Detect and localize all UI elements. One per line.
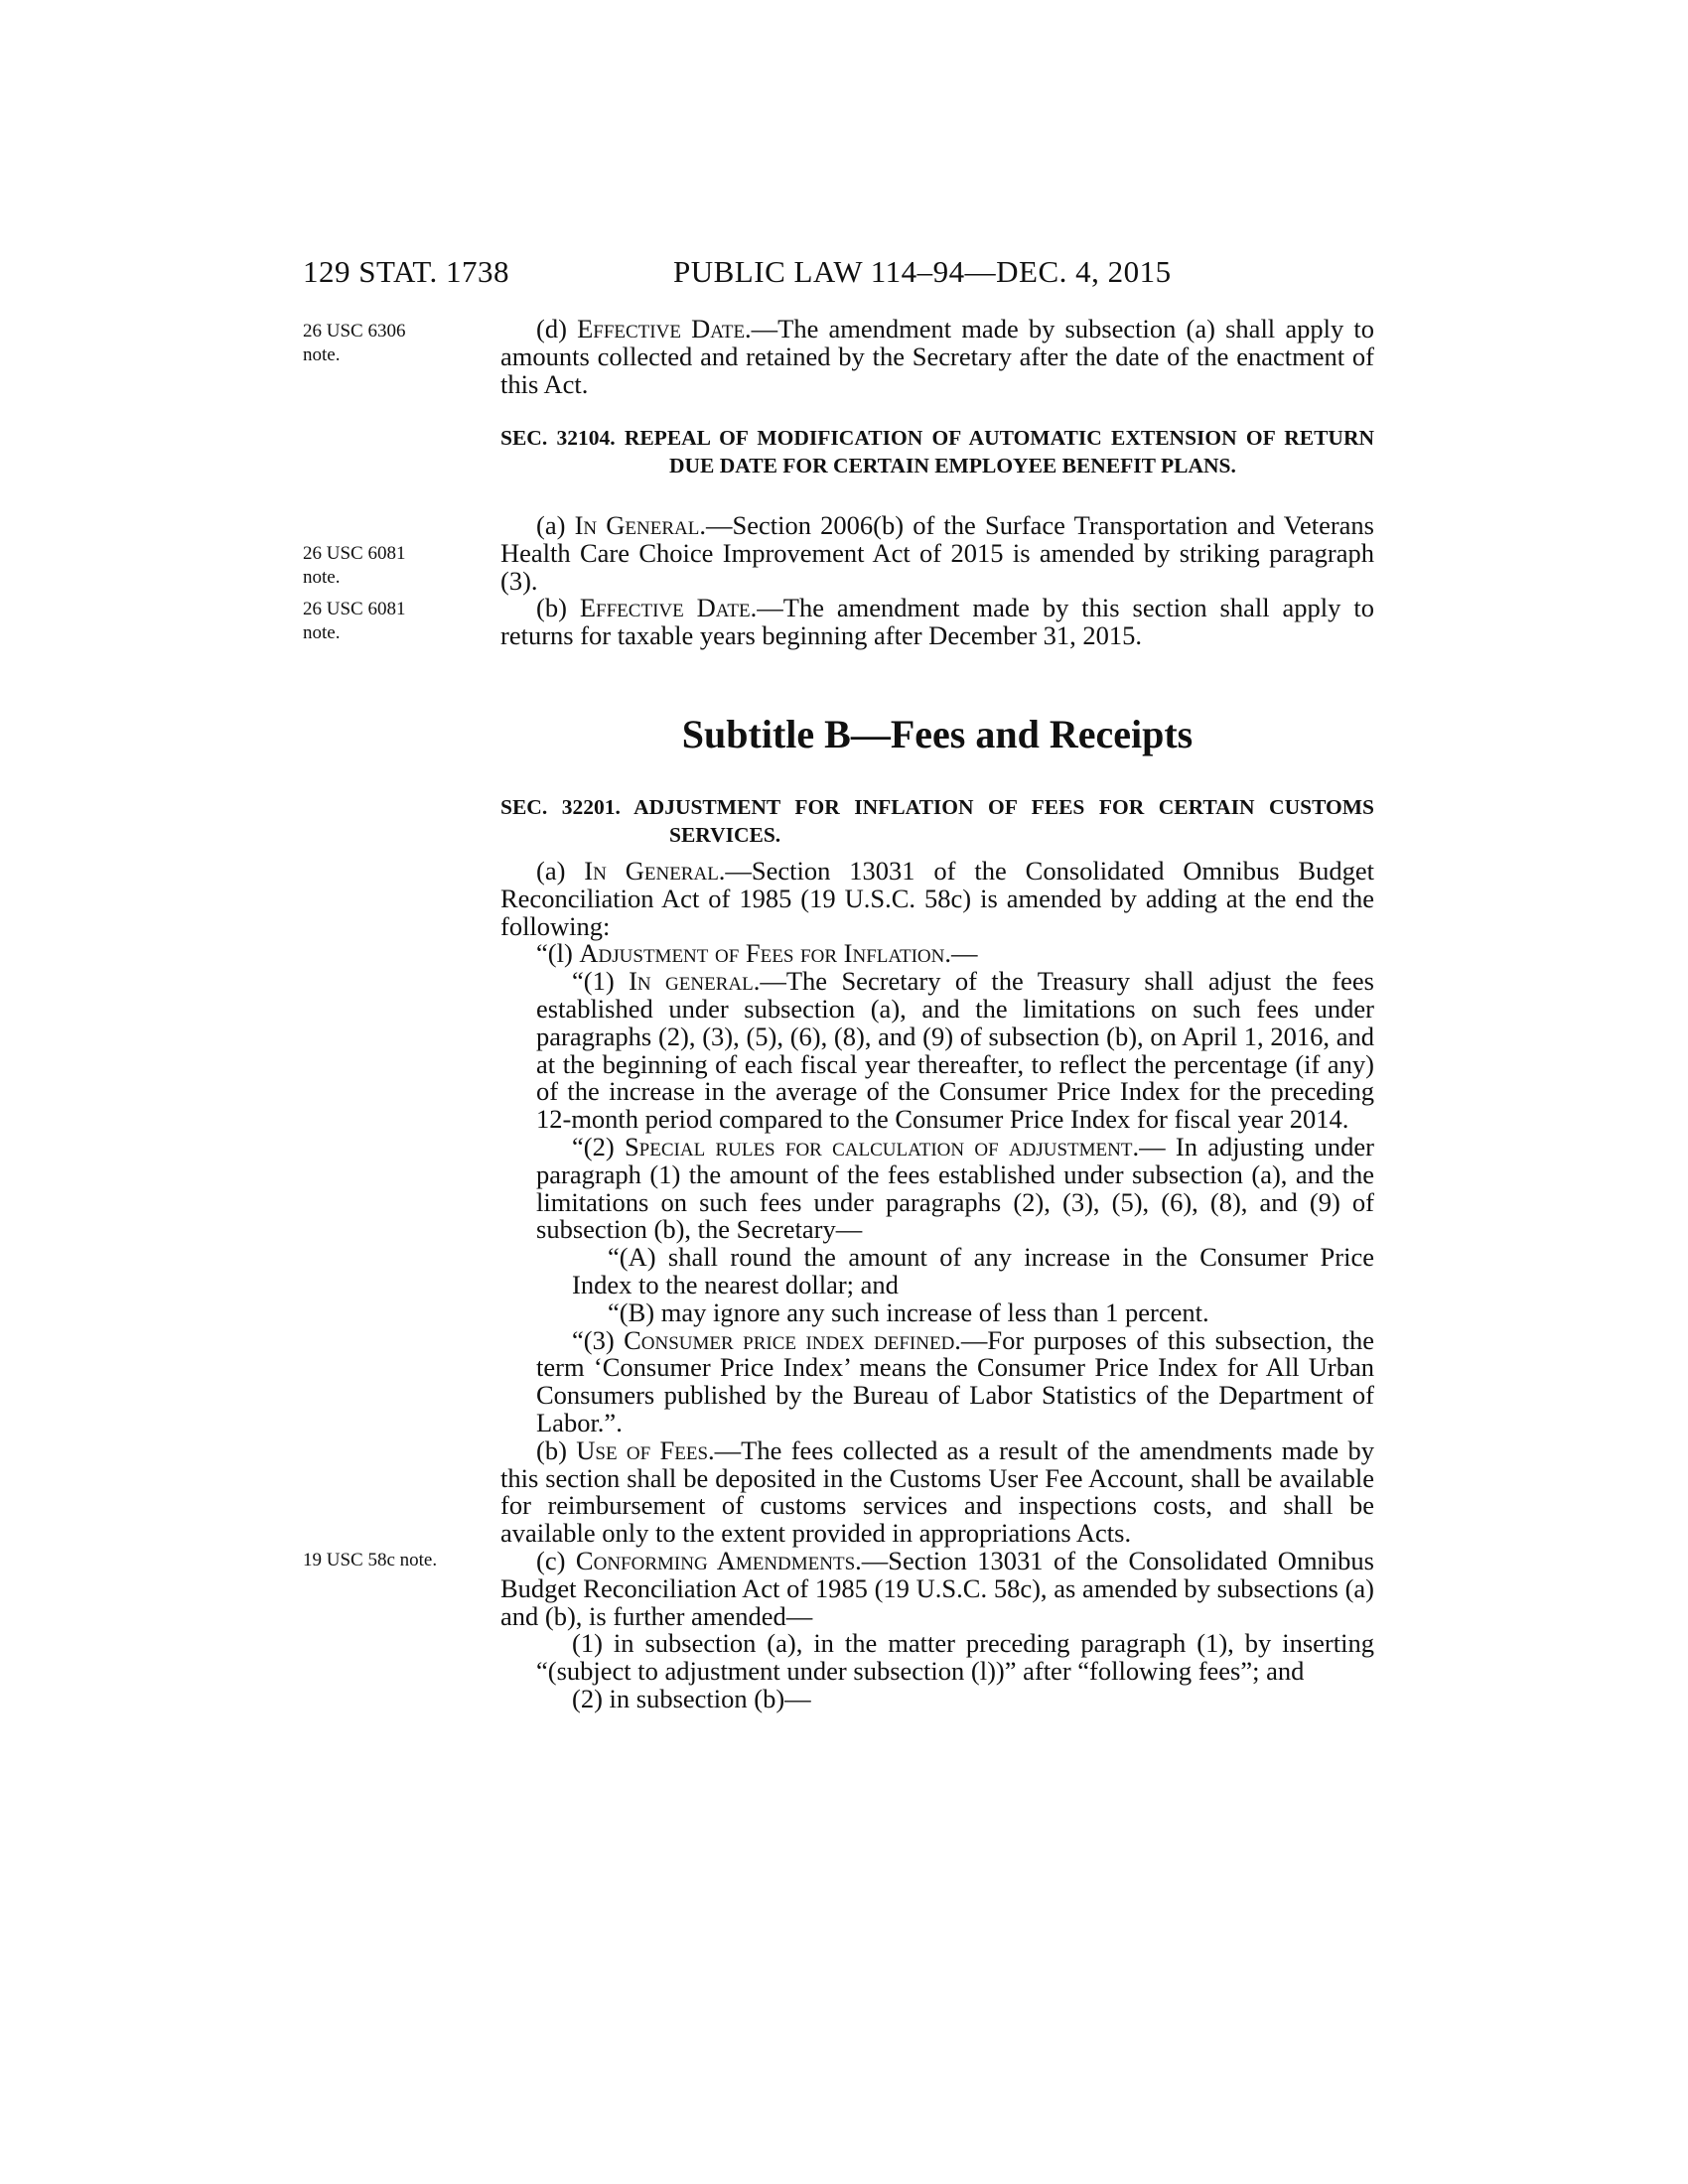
stat-citation: 129 STAT. 1738 bbox=[303, 254, 510, 289]
subsection-c-2: (2) in subsection (b)— bbox=[572, 1683, 811, 1713]
section-32201-heading: SEC. 32201. ADJUSTMENT FOR INFLATION OF FEES FOR CERTAIN CUSTOMS SERVICES. bbox=[500, 795, 1374, 847]
subsection-l-1: “(1) In general.—The Secretary of the Treasury shall adjust the fees established under subsection (a), and the limitations on such fees under paragraphs (2), (3), (5), (6), (8), and (9) of subsection (b), on April 1, 2016, and at the beginning of each fiscal year thereafter, to reflect the percentage (if any) of the increase in the average of the Consumer Price Index for the preceding 12-month period compared to the Consumer Price Index for fiscal year 2014. bbox=[536, 966, 1374, 1135]
subsection-l-2-B: “(B) may ignore any such increase of less than 1 percent. bbox=[608, 1297, 1209, 1327]
subtitle-heading: Subtitle B—Fees and Receipts bbox=[681, 712, 1194, 756]
paragraph-b-effective-date: (b) Effective Date.—The amendment made by this section shall apply to returns for taxable years beginning after December 31, 2015. bbox=[500, 593, 1374, 651]
margin-note-2: 26 USC 6081 note. bbox=[303, 543, 406, 588]
section-32104-body bbox=[500, 512, 1374, 650]
subsection-c-conforming: (c) Conforming Amendments.—Section 13031 of the Consolidated Omnibus Budget Reconciliation Act of 1985 (19 U.S.C. 58c), as amended by subsections (a) and (b), is further amended— bbox=[500, 1545, 1374, 1631]
subsection-b-use-of-fees: (b) Use of Fees.—The fees collected as a result of the amendments made by this section shall be deposited in the Customs User Fee Account, shall be available for reimbursement of customs services and inspections costs, and shall be available only to the extent provided in appropriations Acts. bbox=[500, 1434, 1375, 1549]
margin-note-4: 19 USC 58c note. bbox=[303, 1550, 438, 1570]
section-32201-body bbox=[500, 858, 1374, 1713]
paragraph-a-in-general: (a) In General.—Section 2006(b) of the Surface Transportation and Veterans Health Care Choice Improvement Act of 2015 is amended by striking paragraph (3). bbox=[500, 510, 1374, 596]
subsection-l-2-A: “(A) shall round the amount of any increase in the Consumer Price Index to the nearest dollar; and bbox=[572, 1242, 1374, 1299]
subsection-a: (a) In General.—Section 13031 of the Consolidated Omnibus Budget Reconciliation Act of 1985 (19 U.S.C. 58c) is amended by adding at the end the following: bbox=[500, 856, 1374, 941]
subsection-l: “(l) Adjustment of Fees for Inflation.— bbox=[536, 938, 978, 969]
subsection-l-2: “(2) Special rules for calculation of adjustment.— In adjusting under paragraph (1) the amount of the fees established under subsection (a), and the limitations on such fees under paragraphs (2), (3), (5), (6), (8), and (9) of subsection (b), the Secretary— bbox=[536, 1131, 1374, 1245]
page-running-title: PUBLIC LAW 114–94—DEC. 4, 2015 bbox=[673, 254, 1172, 289]
subsection-c-1: (1) in subsection (a), in the matter preceding paragraph (1), by inserting “(subject to adjustment under subsection (l))” after “following fees”; and bbox=[536, 1628, 1374, 1687]
margin-note-1: 26 USC 6306 note. bbox=[303, 321, 406, 365]
margin-note-3: 26 USC 6081 note. bbox=[303, 599, 406, 643]
subsection-l-3: “(3) Consumer price index defined.—For purposes of this subsection, the term ‘Consumer Price Index’ means the Consumer Price Index for All Urban Consumers published by the Bureau of Labor Statistics of the Department of Labor.”. bbox=[536, 1324, 1374, 1437]
section-32104-heading: SEC. 32104. REPEAL OF MODIFICATION OF AUTOMATIC EXTENSION OF RETURN DUE DATE FOR CERTAIN EMPLOYEE BENEFIT PLANS. bbox=[500, 426, 1374, 478]
paragraph-d-effective-date: (d) Effective Date.—The amendment made by subsection (a) shall apply to amounts collected and retained by the Secretary after the date of the enactment of this Act. bbox=[500, 314, 1374, 399]
